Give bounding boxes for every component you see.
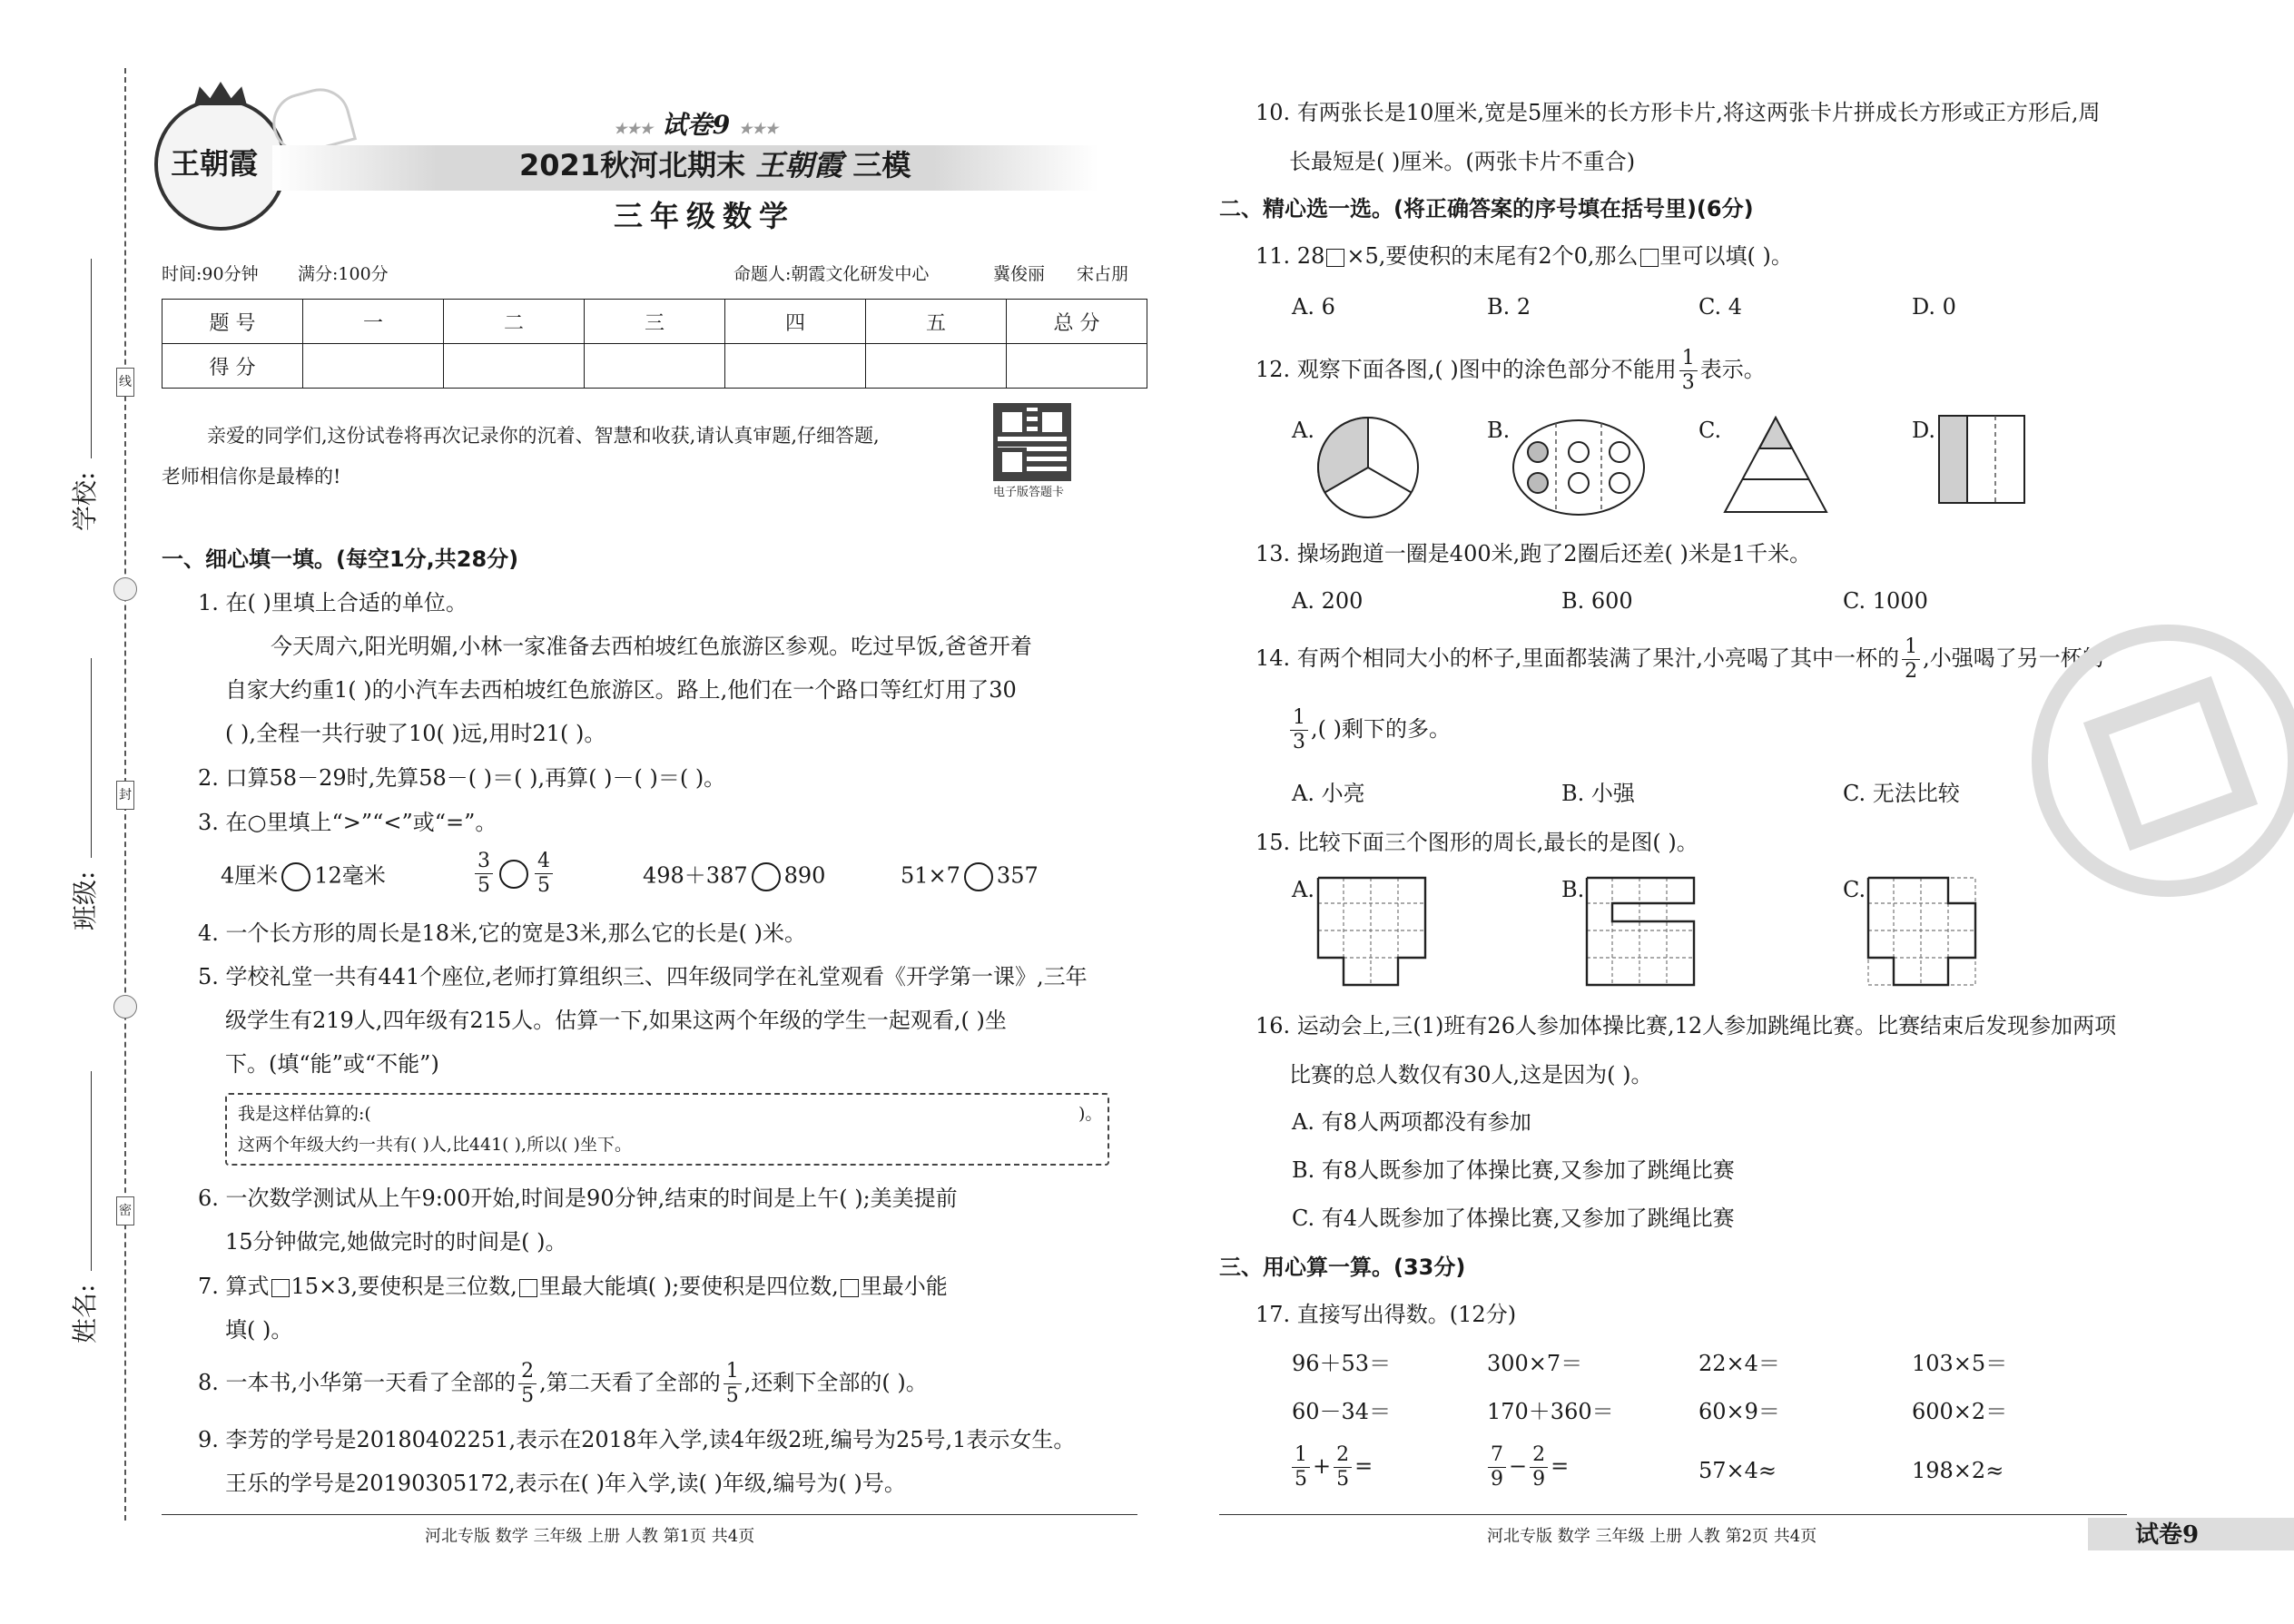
class-field[interactable] — [70, 658, 109, 940]
question-11: 11. 28 ×5,要使积的末尾有2个0,那么 里可以填( )。 — [1255, 243, 1793, 269]
compare-circle[interactable] — [752, 862, 781, 891]
exam-author: 命题人:朝霞文化研发中心 — [733, 264, 930, 284]
q15-label-c[interactable]: C. — [1843, 877, 1866, 902]
calc-item[interactable]: 57×4≈ — [1698, 1458, 1777, 1483]
score-header-cell: 五 — [866, 300, 1007, 344]
score-header-cell: 三 — [585, 300, 725, 344]
q14-option-b[interactable]: B. 小强 — [1561, 781, 1635, 806]
q16-option-c[interactable]: C. 有4人既参加了体操比赛,又参加了跳绳比赛 — [1292, 1206, 1735, 1231]
q15-figure-c[interactable] — [1866, 876, 1979, 989]
exam-time: 时间:90分钟 — [162, 264, 259, 284]
fraction: $\frac{7}{9}$ — [1488, 1445, 1506, 1490]
question-6-line-1: 6. 一次数学测试从上午9:00开始,时间是90分钟,结束的时间是上午( );美美提前 — [198, 1186, 958, 1211]
score-header-cell: 总 分 — [1007, 300, 1147, 344]
q15-label-b[interactable]: B. — [1561, 877, 1585, 902]
greeting-line-1: 亲爱的同学们,这份试卷将再次记录你的沉着、智慧和收获,请认真审题,仔细答题, — [207, 425, 880, 447]
subject-title: 三年级数学 — [614, 199, 796, 233]
question-2: 2. 口算58－29时,先算58－( )＝( ),再算( )－( )＝( )。 — [198, 765, 726, 791]
calc-item-fraction-sub[interactable]: $\frac{7}{9}$ − $\frac{2}{9}$ = — [1485, 1445, 1569, 1490]
q12-label-c[interactable]: C. — [1698, 418, 1722, 443]
calc-item[interactable]: 600×2＝ — [1912, 1399, 2008, 1424]
fraction: $\frac{2}{5}$ — [1334, 1445, 1352, 1490]
question-12: 12. 观察下面各图,( )图中的涂色部分不能用 $\frac{1}{3}$ 表示。 — [1255, 347, 1766, 394]
score-table — [162, 299, 1147, 389]
q12-figure-c-triangle[interactable] — [1721, 414, 1830, 516]
question-4: 4. 一个长方形的周长是18米,它的宽是3米,那么它的长是( )米。 — [198, 920, 806, 946]
q16-option-b[interactable]: B. 有8人既参加了体操比赛,又参加了跳绳比赛 — [1292, 1157, 1735, 1183]
calc-item[interactable]: 300×7＝ — [1487, 1351, 1583, 1376]
binding-mark-line: 线 — [116, 368, 134, 397]
score-table-header-row — [162, 300, 1147, 344]
exam-title: 2021秋河北期末 王朝霞 三模 — [519, 148, 911, 182]
exam-author-name-2: 宋占朋 — [1077, 264, 1129, 284]
score-entry-cell[interactable] — [866, 344, 1007, 389]
fraction: $\frac{1}{3}$ — [1290, 708, 1308, 753]
score-header-cell: 四 — [725, 300, 866, 344]
right-footer-rule — [1219, 1514, 2127, 1515]
question-9-line-1: 9. 李芳的学号是20180402251,表示在2018年入学,读4年级2班,编号为25号,1表示女生。 — [198, 1427, 1076, 1452]
q11-option-b[interactable]: B. 2 — [1487, 294, 1531, 320]
question-15: 15. 比较下面三个图形的周长,最长的是图( )。 — [1255, 830, 1698, 855]
question-7-line-2: 填( )。 — [225, 1317, 293, 1343]
fraction: $\frac{1}{2}$ — [1902, 637, 1920, 682]
star-decoration-icon: ★★★ — [614, 120, 654, 137]
calc-item[interactable]: 198×2≈ — [1912, 1458, 2004, 1483]
estimate-box-line-1-end: )。 — [1078, 1104, 1103, 1124]
binding-hole-2 — [113, 995, 137, 1019]
score-entry-cell[interactable] — [303, 344, 444, 389]
question-16-line-1: 16. 运动会上,三(1)班有26人参加体操比赛,12人参加跳绳比赛。比赛结束后发现参加两项 — [1255, 1013, 2117, 1038]
q12-figure-a-circle[interactable] — [1314, 414, 1422, 521]
class-label: 班级: — [70, 871, 100, 930]
q13-option-a[interactable]: A. 200 — [1292, 588, 1364, 614]
q14-option-c[interactable]: C. 无法比较 — [1843, 781, 1960, 806]
question-3-items: 4厘米 12毫米 — [221, 862, 386, 891]
blank-square[interactable] — [271, 1279, 290, 1297]
binding-mark-secret: 密 — [116, 1196, 134, 1225]
calc-item[interactable]: 96＋53＝ — [1292, 1351, 1392, 1376]
logo-text: 王朝霞 — [171, 146, 259, 181]
logo-crown-icon — [194, 82, 247, 105]
question-3: 3. 在○里填上“>”“<”或“=”。 — [198, 810, 497, 835]
calc-item[interactable]: 103×5＝ — [1912, 1351, 2008, 1376]
school-label: 学校: — [70, 471, 100, 531]
question-3-fraction-item — [472, 851, 556, 896]
question-3-item-c: 498＋387 890 — [643, 862, 825, 891]
fraction: $\frac{2}{5}$ — [518, 1362, 537, 1406]
calc-item[interactable]: 60×9＝ — [1698, 1399, 1780, 1424]
blank-square[interactable] — [1640, 249, 1659, 267]
question-5-line-2: 级学生有219人,四年级有215人。估算一下,如果这两个年级的学生一起观看,( )坐 — [225, 1008, 1007, 1033]
question-1-para-1: 今天周六,阳光明媚,小林一家准备去西柏坡红色旅游区参观。吃过早饭,爸爸开着 — [271, 634, 1032, 659]
question-1: 1. 在( )里填上合适的单位。 — [198, 590, 468, 615]
q12-figure-b-ellipse[interactable] — [1511, 418, 1647, 517]
corner-series-label: 试卷9 — [2135, 1521, 2200, 1549]
name-label: 姓名: — [70, 1284, 100, 1343]
brand-logo — [154, 98, 287, 231]
estimate-box-line-1: 我是这样估算的:( — [238, 1104, 371, 1124]
score-label-cell: 得 分 — [162, 344, 303, 389]
school-field[interactable] — [70, 259, 109, 540]
question-10-line-1: 10. 有两张长是10厘米,宽是5厘米的长方形卡片,将这两张卡片拼成长方形或正方形后,周 — [1255, 100, 2101, 125]
question-1-para-2: 自家大约重1( )的小汽车去西柏坡红色旅游区。路上,他们在一个路口等红灯用了30 — [225, 677, 1017, 703]
score-entry-cell[interactable] — [585, 344, 725, 389]
right-page-footer: 河北专版 数学 三年级 上册 人教 第2页 共4页 — [1487, 1527, 1817, 1546]
q15-label-a[interactable]: A. — [1292, 877, 1314, 902]
compare-circle[interactable] — [281, 862, 310, 891]
left-page-footer: 河北专版 数学 三年级 上册 人教 第1页 共4页 — [425, 1527, 755, 1546]
q12-label-d[interactable]: D. — [1912, 418, 1936, 443]
q15-figure-b[interactable] — [1585, 876, 1698, 989]
question-6-line-2: 15分钟做完,她做完时的时间是( )。 — [225, 1229, 567, 1255]
series-label: ★★★ 试卷9 ★★★ — [614, 110, 779, 140]
question-5-line-3: 下。(填“能”或“不能”) — [225, 1051, 439, 1077]
question-7-line-1: 7. 算式 15×3,要使积是三位数, 里最大能填( );要使积是四位数, 里最小能 — [198, 1274, 948, 1299]
calc-item[interactable]: 170＋360＝ — [1487, 1399, 1614, 1424]
fraction: $\frac{1}{5}$ — [724, 1362, 742, 1406]
q12-label-b[interactable]: B. — [1487, 418, 1511, 443]
blank-square[interactable] — [519, 1279, 537, 1297]
section-2-title: 二、精心选一选。(将正确答案的序号填在括号里)(6分) — [1219, 196, 1754, 221]
question-9-line-2: 王乐的学号是20190305172,表示在( )年入学,读( )年级,编号为( )号。 — [225, 1471, 906, 1496]
fraction: $\frac{2}{9}$ — [1530, 1445, 1548, 1490]
blank-square[interactable] — [841, 1279, 859, 1297]
star-decoration-icon-2: ★★★ — [739, 120, 779, 137]
question-1-para-3: ( ),全程一共行驶了10( )远,用时21( )。 — [225, 721, 606, 746]
q15-figure-a[interactable] — [1316, 876, 1429, 989]
fraction: $\frac{1}{5}$ — [1292, 1445, 1310, 1490]
q11-option-a[interactable]: A. 6 — [1292, 294, 1335, 320]
question-5-line-1: 5. 学校礼堂一共有441个座位,老师打算组织三、四年级同学在礼堂观看《开学第一课》,三年 — [198, 964, 1088, 989]
question-17: 17. 直接写出得数。(12分) — [1255, 1302, 1517, 1327]
fraction: $\frac{1}{3}$ — [1679, 349, 1698, 393]
calc-item[interactable]: 60－34＝ — [1292, 1399, 1392, 1424]
q13-option-b[interactable]: B. 600 — [1561, 588, 1633, 614]
name-field[interactable] — [70, 1071, 109, 1353]
title-brand: 王朝霞 — [755, 148, 843, 182]
q12-figure-d-rectangle[interactable] — [1937, 414, 2026, 505]
question-8: 8. 一本书,小华第一天看了全部的 $\frac{2}{5}$ ,第二天看了全部的 $\frac{1}{5}$ ,还剩下全部的( )。 — [198, 1360, 928, 1407]
score-entry-cell[interactable] — [725, 344, 866, 389]
score-header-cell: 题 号 — [162, 300, 303, 344]
secret-watermark-seal — [2032, 625, 2294, 897]
q11-option-c[interactable]: C. 4 — [1698, 294, 1743, 320]
section-3-title: 三、用心算一算。(33分) — [1219, 1255, 1466, 1280]
fraction: $\frac{4}{5}$ — [535, 851, 553, 896]
calc-item[interactable]: 22×4＝ — [1698, 1351, 1780, 1376]
question-13: 13. 操场跑道一圈是400米,跑了2圈后还差( )米是1千米。 — [1255, 541, 1812, 566]
question-10-line-2: 长最短是( )厘米。(两张卡片不重合) — [1289, 149, 1636, 174]
q13-option-c[interactable]: C. 1000 — [1843, 588, 1928, 614]
score-table-score-row — [162, 344, 1147, 389]
q14-option-a[interactable]: A. 小亮 — [1292, 781, 1365, 806]
q11-option-d[interactable]: D. 0 — [1912, 294, 1956, 320]
score-header-cell: 二 — [444, 300, 585, 344]
compare-circle[interactable] — [964, 862, 993, 891]
binding-hole-1 — [113, 577, 137, 601]
exam-full-score: 满分:100分 — [298, 264, 389, 284]
section-1-title: 一、细心填一填。(每空1分,共28分) — [162, 546, 519, 572]
exam-author-name-1: 冀俊丽 — [993, 264, 1046, 284]
blank-square[interactable] — [1326, 249, 1344, 267]
qr-code[interactable] — [993, 403, 1071, 481]
score-entry-cell[interactable] — [444, 344, 585, 389]
qr-code-label: 电子版答题卡 — [993, 486, 1065, 499]
left-footer-rule — [162, 1514, 1137, 1515]
greeting-line-2: 老师相信你是最棒的! — [162, 466, 341, 487]
question-16-line-2: 比赛的总人数仅有30人,这是因为( )。 — [1289, 1062, 1653, 1088]
q16-option-a[interactable]: A. 有8人两项都没有参加 — [1292, 1109, 1531, 1135]
question-14-line-2: $\frac{1}{3}$ ,( )剩下的多。 — [1287, 708, 1451, 753]
compare-circle[interactable] — [499, 860, 528, 889]
calc-item-fraction-add[interactable]: $\frac{1}{5}$ + $\frac{2}{5}$ = — [1289, 1445, 1373, 1490]
fraction: $\frac{3}{5}$ — [475, 851, 493, 896]
question-3-item-d: 51×7 357 — [901, 862, 1039, 891]
score-entry-cell[interactable] — [1007, 344, 1147, 389]
score-header-cell: 一 — [303, 300, 444, 344]
estimate-box-line-2: 这两个年级大约一共有( )人,比441( ),所以( )坐下。 — [238, 1135, 632, 1155]
binding-mark-seal: 封 — [116, 781, 134, 810]
question-14-line-1: 14. 有两个相同大小的杯子,里面都装满了果汁,小亮喝了其中一杯的 $\frac{1}{2}$ ,小强喝了另一杯的 — [1255, 635, 2104, 683]
q12-label-a[interactable]: A. — [1292, 418, 1314, 443]
